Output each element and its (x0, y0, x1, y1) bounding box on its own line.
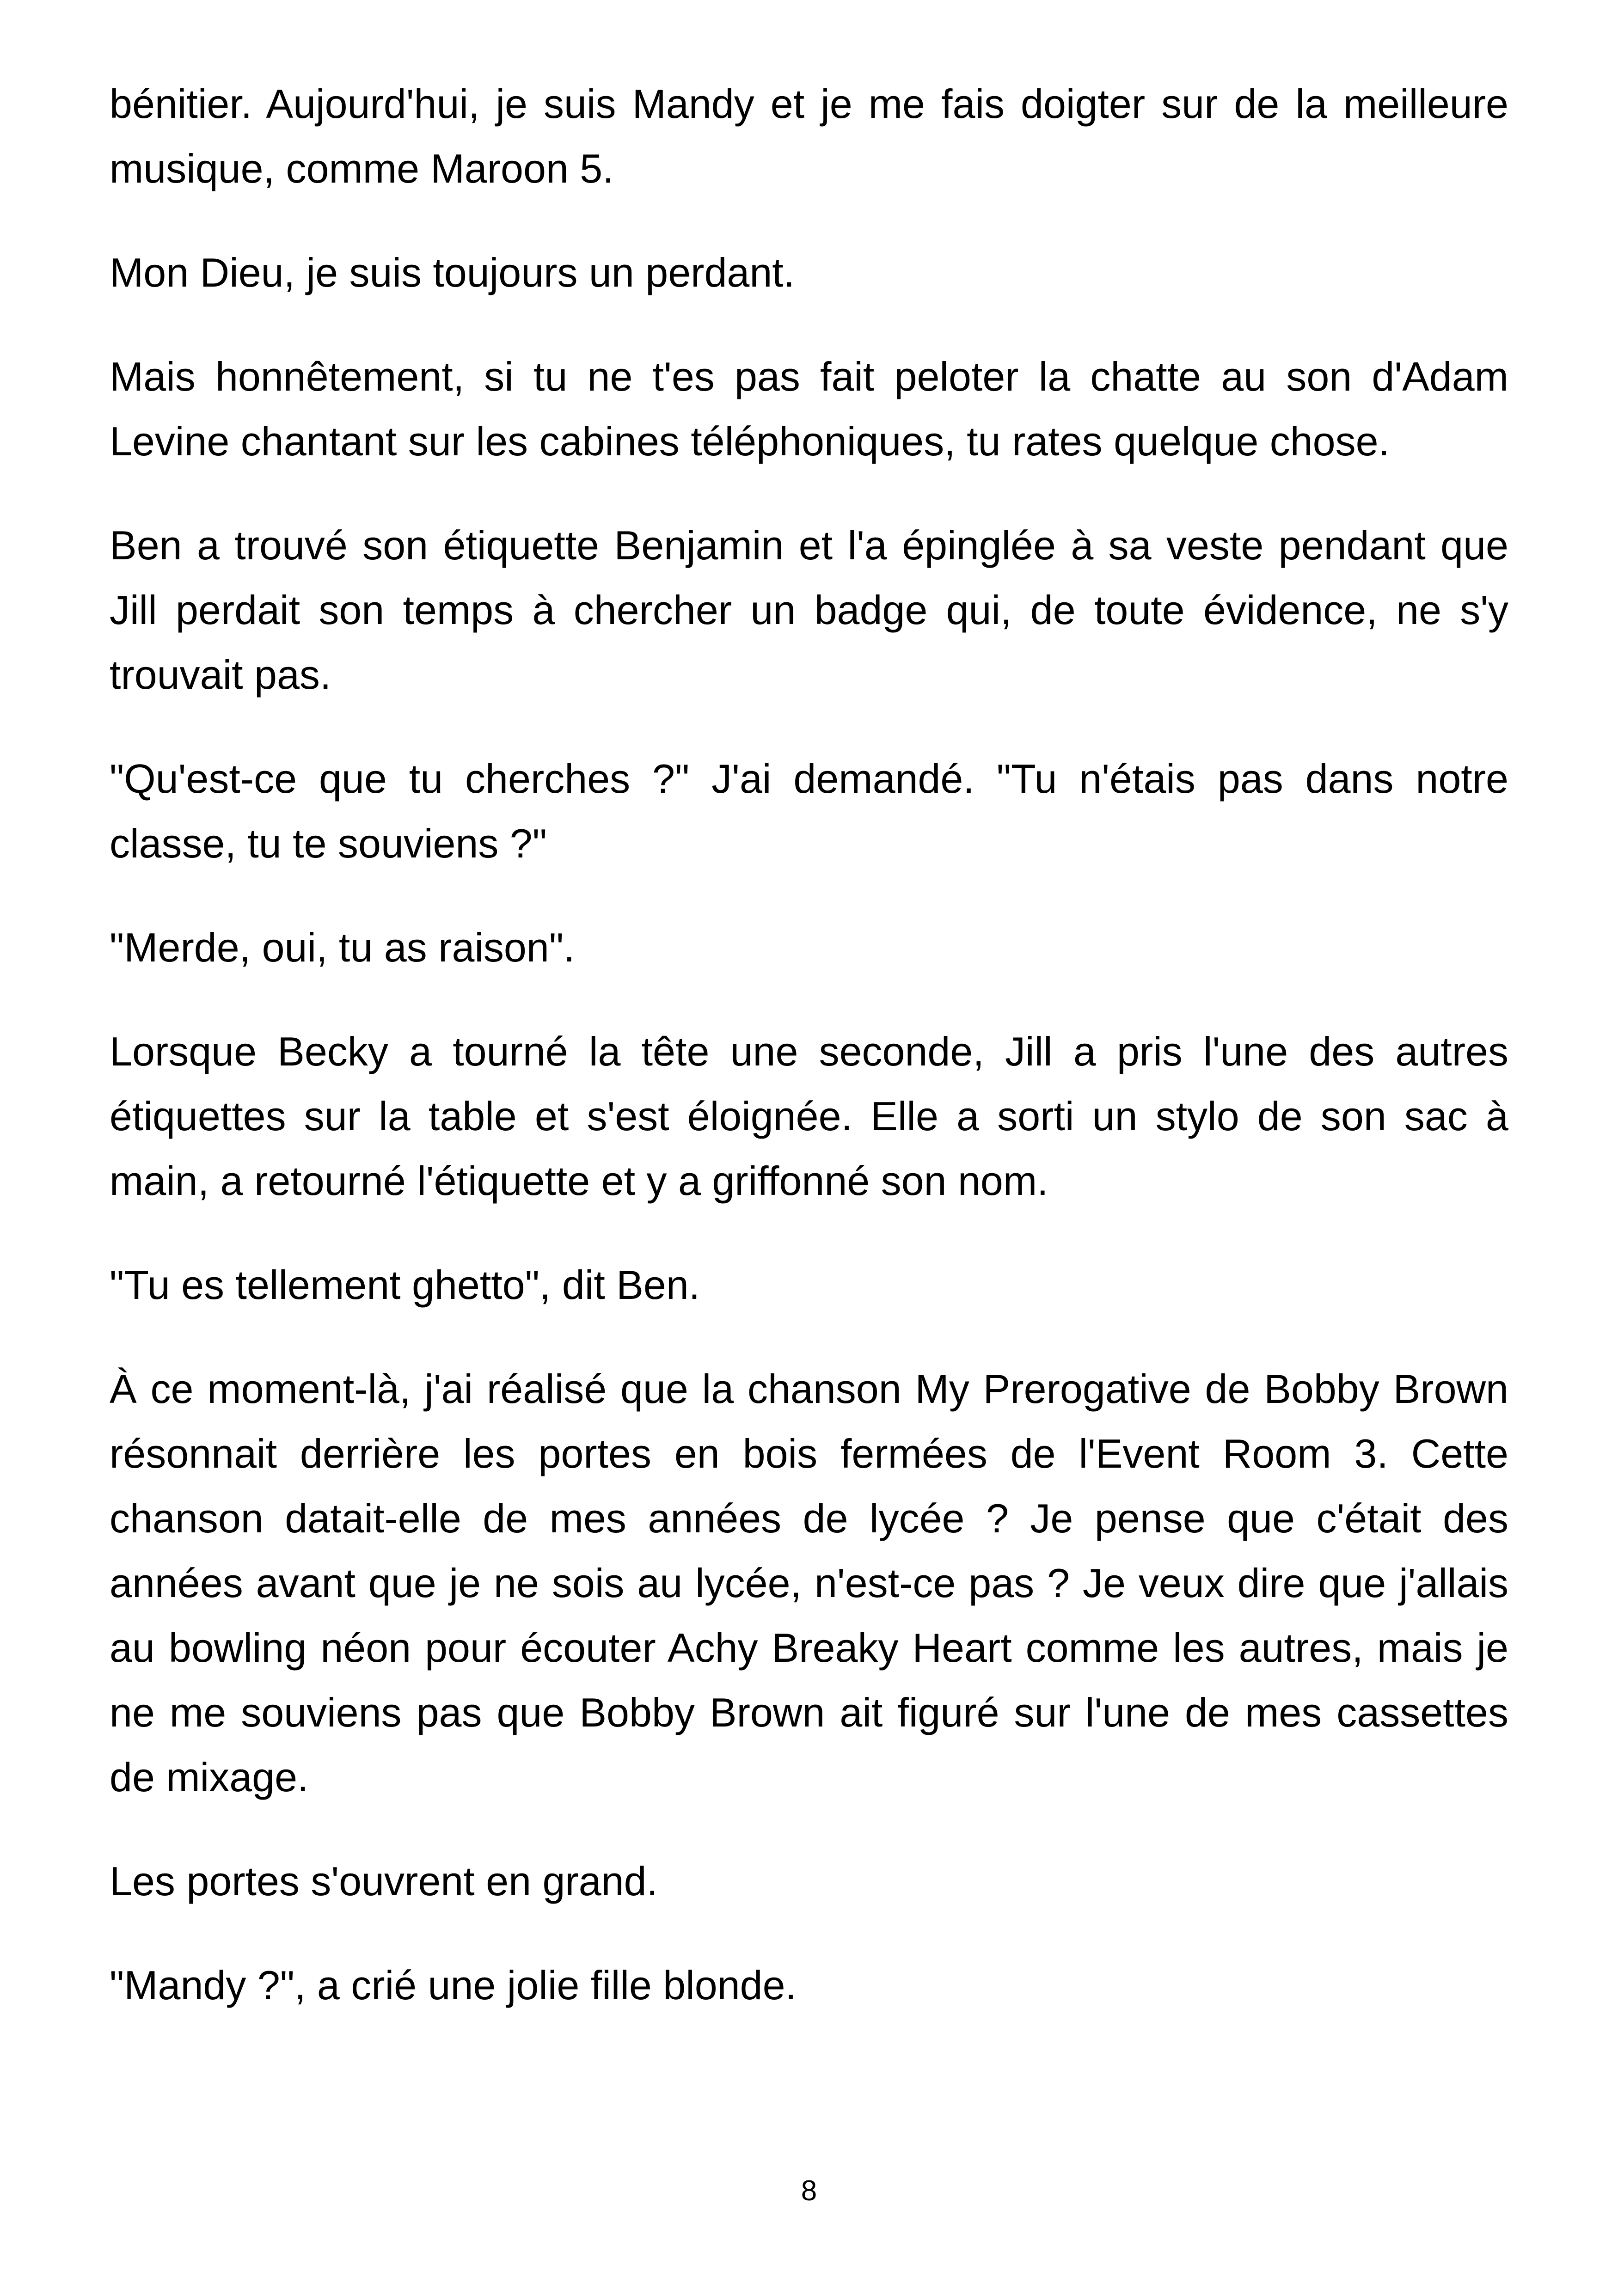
paragraph: Lorsque Becky a tourné la tête une seconde, Jill a pris l'une des autres étiquettes sur la table et s'est éloignée. Elle a sorti un stylo de son sac à main, a retourné l'étiquette et y a griffonné son nom. (110, 1029, 1508, 1204)
paragraph: "Qu'est-ce que tu cherches ?" J'ai demandé. "Tu n'étais pas dans notre classe, tu te souviens ?" (110, 756, 1508, 866)
paragraph: bénitier. Aujourd'hui, je suis Mandy et je me fais doigter sur de la meilleure musique, comme Maroon 5. (110, 81, 1508, 191)
paragraph: Les portes s'ouvrent en grand. (110, 1858, 658, 1904)
paragraph: Ben a trouvé son étiquette Benjamin et l'a épinglée à sa veste pendant que Jill perdait son temps à chercher un badge qui, de toute évidence, ne s'y trouvait pas. (110, 522, 1508, 698)
paragraph: Mon Dieu, je suis toujours un perdant. (110, 250, 795, 295)
paragraph: À ce moment-là, j'ai réalisé que la chanson My Prerogative de Bobby Brown résonnait derrière les portes en bois fermées de l'Event Room 3. Cette chanson datait-elle de mes années de lycée ? Je pense que c'était des années avant que je ne sois au lycée, n'est-ce pas ? Je veux dire que j'allais au bowling néon pour écouter Achy Breaky Heart comme les autres, mais je ne me souviens pas que Bobby Brown ait figuré sur l'une de mes cassettes de mixage. (110, 1366, 1508, 1800)
paragraph: "Mandy ?", a crié une jolie fille blonde. (110, 1962, 797, 2008)
page-number: 8 (801, 2175, 817, 2207)
paragraph: "Merde, oui, tu as raison". (110, 925, 575, 970)
paragraph: "Tu es tellement ghetto", dit Ben. (110, 1262, 700, 1308)
paragraph: Mais honnêtement, si tu ne t'es pas fait peloter la chatte au son d'Adam Levine chantant sur les cabines téléphoniques, tu rates quelque chose. (110, 354, 1508, 464)
body-text (110, 72, 1508, 2057)
